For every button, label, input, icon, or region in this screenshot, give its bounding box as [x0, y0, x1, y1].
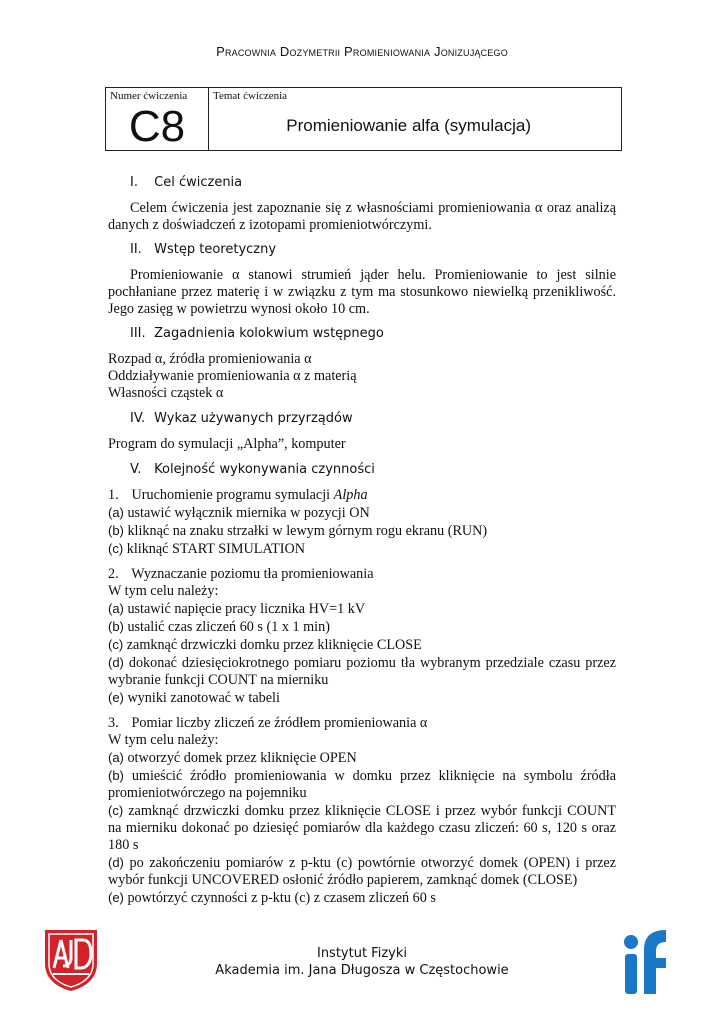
step-item: (a) ustawić wyłącznik miernika w pozycji ON	[108, 505, 370, 521]
step-item: (a) otworzyć domek przez kliknięcie OPEN	[108, 750, 357, 766]
exercise-number: C8	[128, 102, 186, 151]
step-item: (b) kliknąć na znaku strzałki w lewym górnym rogu ekranu (RUN)	[108, 523, 488, 539]
step-item: (d) po zakończeniu pomiarów z p-ktu (c) powtórnie otworzyć domek (OPEN) i przez wybór funkcji UNCOVERED osłonić źródło papierem, zamknąć domek (CLOSE)	[108, 855, 616, 888]
section-heading-goal: I. Cel ćwiczenia	[130, 175, 243, 190]
exercise-topic-cell	[209, 88, 621, 150]
colloquium-topic: Oddziaływanie promieniowania α z materią	[108, 368, 357, 384]
theory-paragraph: Promieniowanie α stanowi strumień jąder helu. Promieniowanie to jest silnie pochłaniane przez materię i w związku z tym ma stosunkowo niewielką przenikliwość. Jego zasięg w powietrzu wynosi około 10 cm.	[108, 267, 616, 317]
footer-institute: Instytut Fizyki	[316, 946, 407, 961]
step-item: (d) dokonać dziesięciokrotnego pomiaru poziomu tła wybranym przedziale czasu przez wybranie funkcji COUNT na mierniku	[108, 655, 617, 688]
step-item: (e) wyniki zanotować w tabeli	[108, 690, 280, 706]
step-intro: W tym celu należy:	[108, 732, 219, 748]
step-item: (a) ustawić napięcie pracy licznika HV=1 kV	[108, 601, 366, 617]
step-item: (c) zamknąć drzwiczki domku przez kliknięcie CLOSE	[108, 637, 422, 653]
page-footer	[0, 945, 724, 979]
page-header: Pracownia Dozymetrii Promieniowania Jonizującego	[216, 44, 508, 59]
section-heading-procedure: V. Kolejność wykonywania czynności	[130, 462, 375, 477]
exercise-header-table	[105, 87, 622, 151]
footer-academy: Akademia im. Jana Długosza w Częstochowie	[215, 963, 509, 978]
step-item: (c) kliknąć START SIMULATION	[108, 541, 305, 557]
step-intro: W tym celu należy:	[108, 583, 219, 599]
step-title: 2. Wyznaczanie poziomu tła promieniowania	[108, 566, 374, 582]
equipment-text: Program do symulacji „Alpha”, komputer	[108, 436, 346, 452]
step-title: 1. Uruchomienie programu symulacji Alpha	[108, 487, 368, 503]
document-content	[108, 168, 616, 915]
exercise-topic-label: Temat ćwiczenia	[213, 90, 288, 102]
exercise-title: Promieniowanie alfa (symulacja)	[286, 116, 531, 135]
step-item: (c) zamknąć drzwiczki domku przez kliknięcie CLOSE i przez wybór funkcji COUNT na mierniku dokonać po dziesięć pomiarów dla każdego czasu zliczeń: 60 s, 120 s oraz 180 s	[108, 803, 617, 853]
step-title: 3. Pomiar liczby zliczeń ze źródłem promieniowania α	[108, 715, 428, 731]
goal-paragraph: Celem ćwiczenia jest zapoznanie się z własnościami promieniowania α oraz analizą danych z doświadczeń z izotopami promieniotwórczymi.	[108, 200, 616, 233]
step-item: (e) powtórzyć czynności z p-ktu (c) z czasem zliczeń 60 s	[108, 890, 436, 906]
colloquium-topics	[108, 351, 616, 402]
procedure-step-1	[108, 487, 616, 558]
step-item: (b) ustalić czas zliczeń 60 s (1 x 1 min)	[108, 619, 330, 635]
colloquium-topic: Rozpad α, źródła promieniowania α	[108, 351, 312, 367]
section-heading-theory: II. Wstęp teoretyczny	[130, 242, 277, 257]
section-heading-colloquium: III. Zagadnienia kolokwium wstępnego	[130, 326, 384, 341]
step-item: (b) umieścić źródło promieniowania w domku przez kliknięcie na symbolu źródła promieniotwórczego na pojemniku	[108, 768, 616, 801]
section-heading-equipment: IV. Wykaz używanych przyrządów	[130, 411, 353, 426]
procedure-step-3	[108, 715, 616, 907]
exercise-number-label: Numer ćwiczenia	[110, 90, 188, 102]
exercise-number-cell	[106, 88, 209, 150]
procedure-step-2	[108, 566, 616, 707]
institute-physics-logo	[622, 928, 670, 996]
colloquium-topic: Własności cząstek α	[108, 385, 224, 401]
